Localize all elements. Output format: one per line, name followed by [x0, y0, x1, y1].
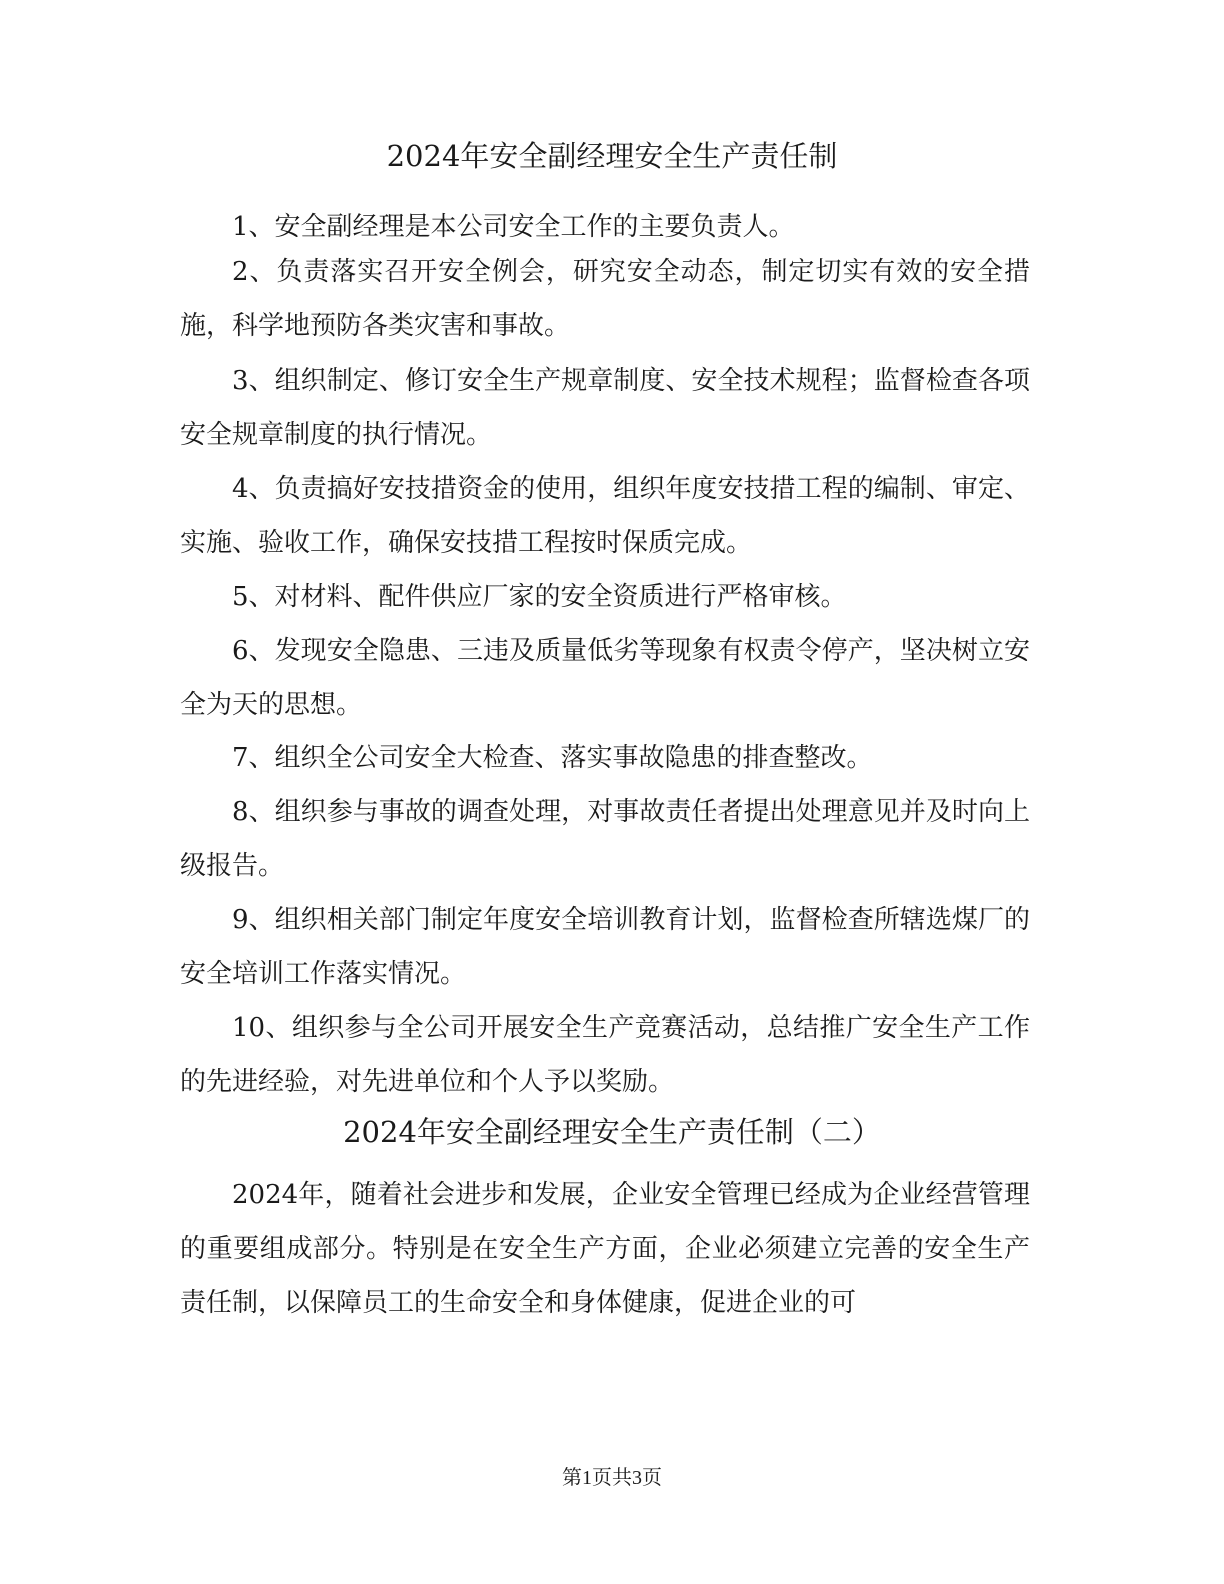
intro-paragraph: 2024年，随着社会进步和发展，企业安全管理已经成为企业经营管理的重要组成部分。特别是在安全生产方面，企业必须建立完善的安全生产责任制，以保障员工的生命安全和身体健康，促进企业的可 — [180, 1180, 1030, 1318]
list-item-3: 3、组织制定、修订安全生产规章制度、安全技术规程；监督检查各项安全规章制度的执行情况。 — [180, 366, 1030, 450]
list-item-5: 5、对材料、配件供应厂家的安全资质进行严格审核。 — [232, 582, 847, 612]
list-item-9: 9、组织相关部门制定年度安全培训教育计划，监督检查所辖选煤厂的安全培训工作落实情况。 — [180, 905, 1030, 989]
list-item-4: 4、负责搞好安技措资金的使用，组织年度安技措工程的编制、审定、实施、验收工作，确保安技措工程按时保质完成。 — [180, 474, 1030, 558]
list-item-10: 10、组织参与全公司开展安全生产竞赛活动，总结推广安全生产工作的先进经验，对先进单位和个人予以奖励。 — [180, 1013, 1030, 1097]
section-title-2: 2024年安全副经理安全生产责任制（二） — [343, 1115, 881, 1149]
list-item-2: 2、负责落实召开安全例会，研究安全动态，制定切实有效的安全措施，科学地预防各类灾害和事故。 — [180, 257, 1030, 341]
list-item-8: 8、组织参与事故的调查处理，对事故责任者提出处理意见并及时向上级报告。 — [180, 797, 1030, 881]
list-item-7: 7、组织全公司安全大检查、落实事故隐患的排查整改。 — [232, 743, 873, 773]
page-footer: 第1页共3页 — [562, 1467, 662, 1489]
list-item-6: 6、发现安全隐患、三违及质量低劣等现象有权责令停产，坚决树立安全为天的思想。 — [180, 636, 1030, 720]
list-item-1: 1、安全副经理是本公司安全工作的主要负责人。 — [232, 212, 795, 242]
document-title: 2024年安全副经理安全生产责任制 — [386, 139, 838, 173]
